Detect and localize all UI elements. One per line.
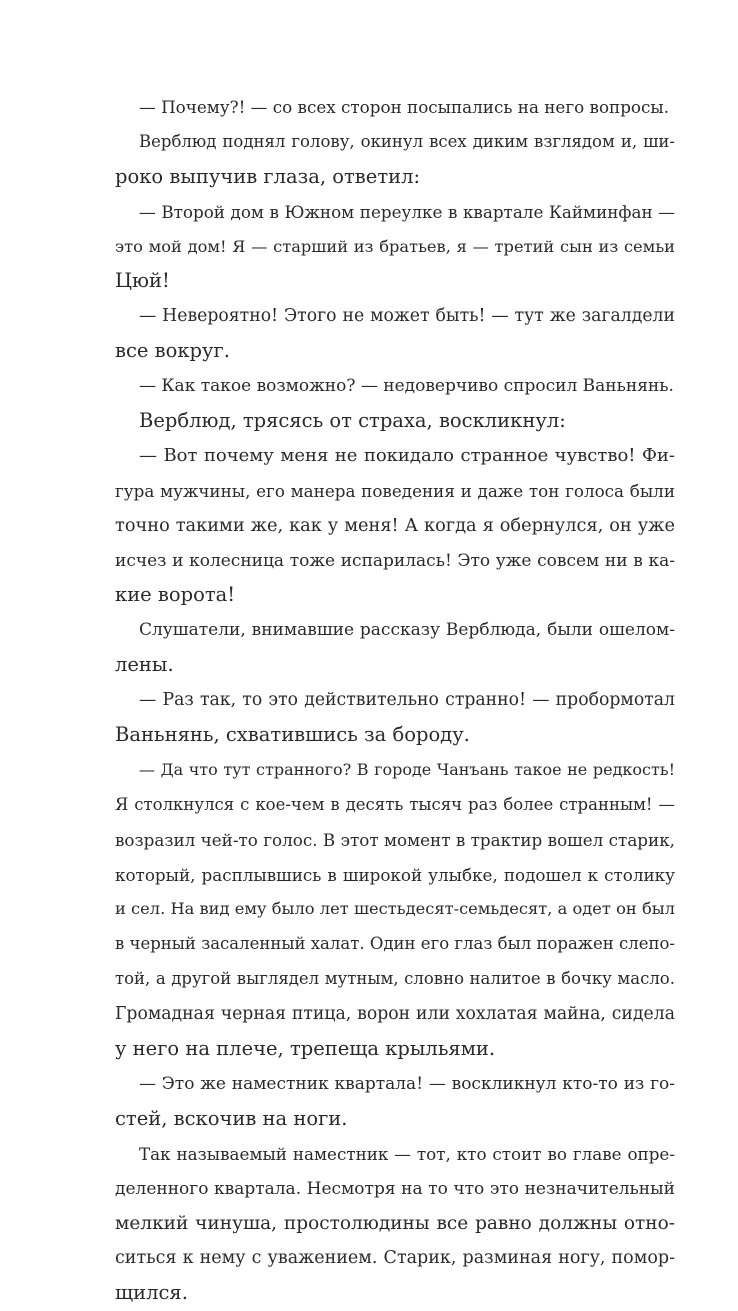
- text-line: Я столкнулся с кое-чем в десять тысяч раз более странным! —: [115, 794, 675, 814]
- text-line: Верблюд, трясясь от страха, воскликнул:: [139, 409, 566, 433]
- text-line: в черный засаленный халат. Один его глаз был поражен слепо-: [115, 934, 675, 954]
- text-line: — Невероятно! Этого не может быть! — тут же загалдели: [139, 306, 675, 327]
- text-line: стей, вскочив на ноги.: [115, 1106, 348, 1130]
- text-line: — Вот почему меня не покидало странное чувство! Фи-: [139, 444, 675, 466]
- text-line: Верблюд поднял голову, окинул всех диким взглядом и, ши-: [139, 131, 675, 151]
- text-line: Слушатели, внимавшие рассказу Верблюда, были ошелом-: [139, 620, 675, 641]
- text-line: и сел. На вид ему было лет шестьдесят-семьдесят, а одет он был: [115, 899, 675, 919]
- text-line: щился.: [115, 1281, 188, 1305]
- text-line: у него на плече, трепеща крыльями.: [115, 1037, 496, 1061]
- text-line: это мой дом! Я — старший из братьев, я — третий сын из семьи: [115, 236, 675, 256]
- text-line: ситься к нему с уважением. Старик, разминая ногу, помор-: [115, 1248, 675, 1269]
- body-text: [115, 90, 675, 1311]
- text-line: роко выпучив глаза, ответил:: [115, 164, 421, 188]
- text-line: — Это же наместник квартала! — воскликнул кто-то из го-: [139, 1073, 675, 1094]
- text-line: точно такими же, как у меня! А когда я обернулся, он уже: [115, 515, 675, 536]
- text-line: все вокруг.: [115, 339, 230, 363]
- text-line: — Почему?! — со всех сторон посыпались на него вопросы.: [139, 97, 670, 117]
- text-line: — Как такое возможно? — недоверчиво спросил Ваньнянь.: [139, 376, 674, 397]
- text-line: — Второй дом в Южном переулке в квартале Кайминфан —: [139, 201, 675, 222]
- text-line: Ваньнянь, схватившись за бороду.: [115, 723, 470, 747]
- text-line: — Раз так, то это действительно странно! — пробормотал: [139, 690, 675, 711]
- text-line: который, расплывшись в широкой улыбке, подошел к столику: [115, 864, 675, 885]
- text-line: Громадная черная птица, ворон или хохлатая майна, сидела: [115, 1004, 675, 1025]
- text-line: той, а другой выглядел мутным, словно налитое в бочку масло.: [115, 969, 675, 989]
- text-line: кие ворота!: [115, 583, 236, 607]
- text-line: Так называемый наместник — тот, кто стоит во главе опре-: [139, 1143, 675, 1164]
- text-line: деленного квартала. Несмотря на то что это незначительный: [115, 1178, 675, 1199]
- text-line: исчез и колесница тоже испарилась! Это уже совсем ни в ка-: [115, 550, 675, 571]
- text-line: лены.: [115, 653, 174, 677]
- text-line: мелкий чинуша, простолюдины все равно должны отно-: [115, 1212, 675, 1234]
- text-line: Цюй!: [115, 269, 170, 293]
- text-line: — Да что тут странного? В городе Чанъань такое не редкость!: [139, 759, 675, 779]
- text-line: возразил чей-то голос. В этот момент в трактир вошел старик,: [115, 829, 675, 850]
- text-line: гура мужчины, его манера поведения и даже тон голоса были: [115, 480, 675, 501]
